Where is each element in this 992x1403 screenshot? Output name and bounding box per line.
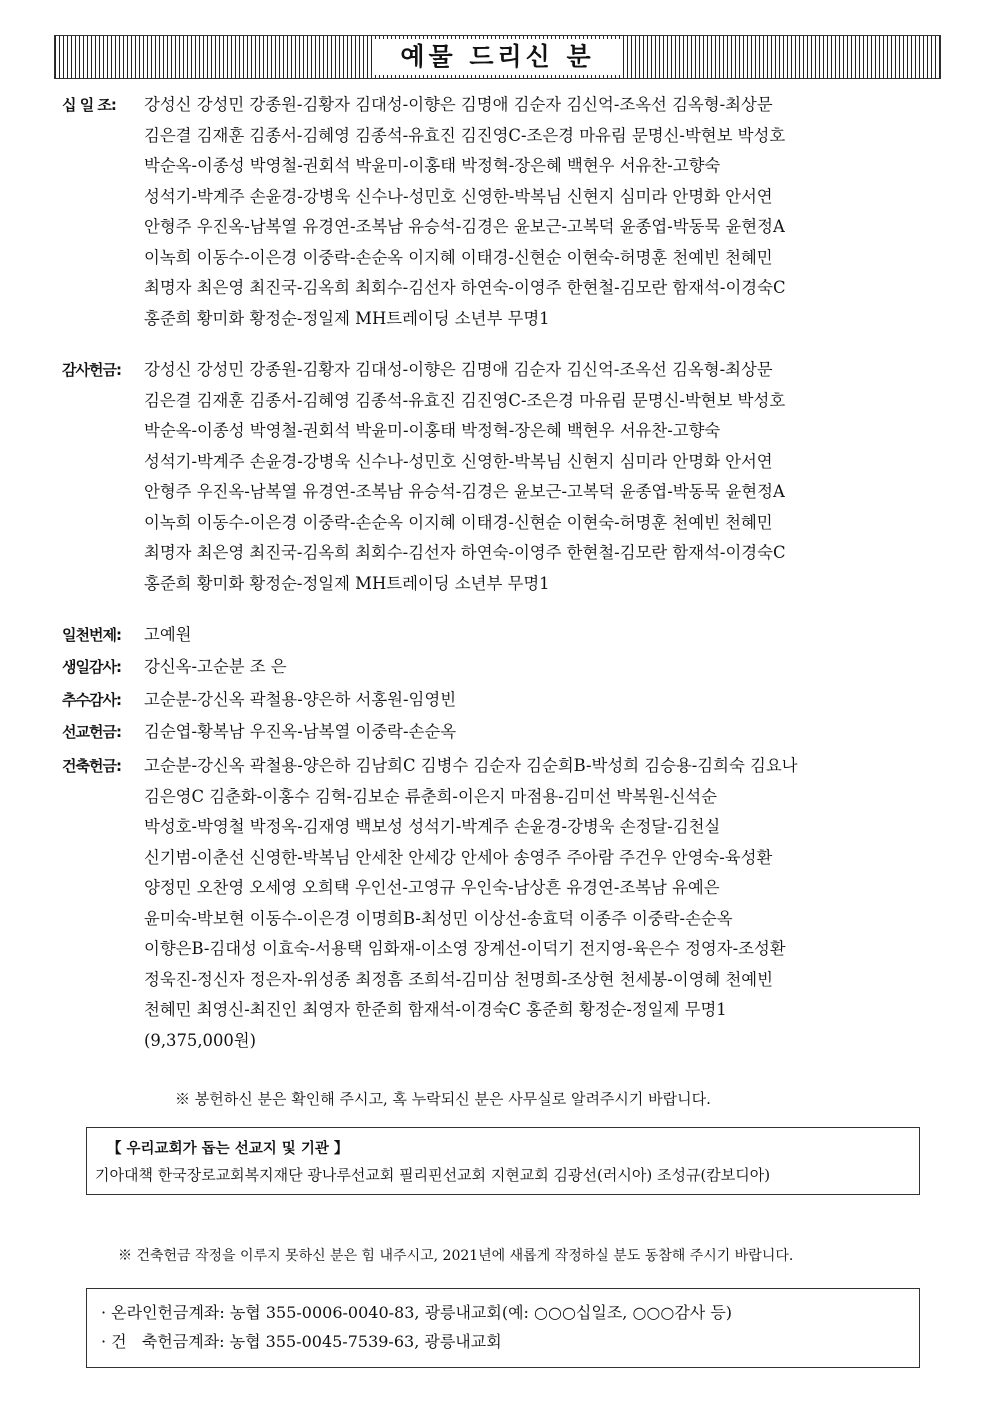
name-line: 천혜민 최영신-최진인 최영자 한준희 함재석-이경숙C 홍준희 황정순-정일제 무명1 — [144, 1000, 727, 1019]
name-line: 성석기-박계주 손윤경-강병욱 신수나-성민호 신영한-박복님 신현지 심미라 안명화 안서연 — [144, 451, 773, 471]
name-line: 홍준희 황미화 황정순-정일제 MH트레이딩 소년부 무명1 — [144, 308, 550, 328]
mission-heading: 【 우리교회가 돕는 선교지 및 기관 】 — [107, 1141, 349, 1157]
section-label: 건축헌금: — [62, 757, 121, 775]
name-list — [144, 751, 942, 1056]
name-line: 김은결 김재훈 김종서-김혜영 김종석-유효진 김진영C-조은경 마유림 문명신-박현보 박성호 — [144, 390, 786, 410]
section-label: 추수감사: — [62, 691, 121, 709]
confirm-notice: ※ 봉헌하신 분은 확인해 주시고, 혹 누락되신 분은 사무실로 알려주시기 바랍니다. — [175, 1090, 711, 1108]
name-line: 이향은B-김대성 이효숙-서용택 임화재-이소영 장계선-이덕기 전지영-육은수 정영자-조성환 — [144, 939, 786, 958]
section-label: 생일감사: — [62, 658, 121, 676]
name-line: 최명자 최은영 최진국-김옥희 최회수-김선자 하연숙-이영주 한현철-김모란 함재석-이경숙C — [144, 543, 786, 562]
name-line: 김은결 김재훈 김종서-김혜영 김종석-유효진 김진영C-조은경 마유림 문명신-박현보 박성호 — [144, 125, 786, 145]
name-line: 양정민 오찬영 오세영 오희택 우인선-고영규 우인숙-남상흔 유경연-조복남 유예은 — [144, 878, 720, 897]
online-account: · 온라인헌금계좌: 농협 355-0006-0040-83, 광릉내교회(예: ○○○십일조, ○○○감사 등) — [101, 1303, 733, 1322]
section-label: 십 일 조: — [62, 96, 116, 114]
name-line: 안형주 우진옥-남복열 유경연-조복남 유승석-김경은 윤보근-고복덕 윤종엽-박동묵 윤현정A — [144, 482, 785, 501]
section-label: 선교헌금: — [62, 723, 121, 741]
section-mission — [62, 717, 942, 748]
name-line: 안형주 우진옥-남복열 유경연-조복남 유승석-김경은 윤보근-고복덕 윤종엽-박동묵 윤현정A — [144, 217, 785, 236]
page-title: 예물 드리신 분 — [374, 39, 620, 75]
name-line: 성석기-박계주 손윤경-강병욱 신수나-성민호 신영한-박복님 신현지 심미라 안명화 안서연 — [144, 186, 773, 206]
mission-list: 기아대책 한국장로교회복지재단 광나루선교회 필리핀선교회 지현교회 김광선(러시아) 조성규(캄보디아) — [95, 1166, 771, 1184]
name-line: 이녹희 이동수-이은경 이중락-손순옥 이지혜 이태경-신현순 이현숙-허명훈 천예빈 천혜민 — [144, 512, 773, 532]
accounts-box — [86, 1288, 920, 1368]
name-line: 박순옥-이종성 박영철-권회석 박윤미-이홍태 박정혁-장은혜 백현우 서유찬-고향숙 — [144, 156, 721, 175]
name-line: 박성호-박영철 박정옥-김재영 백보성 성석기-박계주 손윤경-강병욱 손정달-김천실 — [144, 817, 721, 836]
name-line: 고순분-강신옥 곽철용-양은하 김남희C 김병수 김순자 김순희B-박성희 김승용-김희숙 김요나 — [144, 756, 798, 775]
section-thanksgiving — [62, 355, 942, 599]
name-line: 이녹희 이동수-이은경 이중락-손순옥 이지혜 이태경-신현순 이현숙-허명훈 천예빈 천혜민 — [144, 247, 773, 267]
name-line: 김은영C 김춘화-이홍수 김혁-김보순 류춘희-이은지 마점용-김미선 박복원-신석순 — [144, 786, 717, 806]
name-line: 고예원 — [144, 625, 192, 644]
section-building — [62, 751, 942, 1056]
name-line: 강성신 강성민 강종원-김황자 김대성-이향은 김명애 김순자 김신억-조옥선 김옥형-최상문 — [144, 95, 773, 114]
name-line: 김순엽-황복남 우진옥-남복열 이중락-손순옥 — [144, 722, 457, 741]
name-line: 강성신 강성민 강종원-김황자 김대성-이향은 김명애 김순자 김신억-조옥선 김옥형-최상문 — [144, 360, 773, 379]
total-amount: (9,375,000원) — [144, 1030, 257, 1050]
building-notice: ※ 건축헌금 작정을 이루지 못하신 분은 힘 내주시고, 2021년에 새롭게 작정하실 분도 동참해 주시기 바랍니다. — [118, 1248, 794, 1264]
section-thousand-offering — [62, 620, 942, 651]
section-harvest — [62, 685, 942, 716]
name-line: 최명자 최은영 최진국-김옥희 최회수-김선자 하연숙-이영주 한현철-김모란 함재석-이경숙C — [144, 278, 786, 297]
title-bar — [54, 35, 941, 79]
name-line: 윤미숙-박보현 이동수-이은경 이명희B-최성민 이상선-송효덕 이종주 이중락-손순옥 — [144, 908, 733, 928]
building-account: · 건 축헌금계좌: 농협 355-0045-7539-63, 광릉내교회 — [101, 1332, 502, 1351]
section-tithe — [62, 90, 942, 334]
mission-box — [86, 1127, 920, 1195]
name-line: 박순옥-이종성 박영철-권회석 박윤미-이홍태 박정혁-장은혜 백현우 서유찬-고향숙 — [144, 421, 721, 440]
section-label: 감사헌금: — [62, 361, 121, 379]
name-line: 신기범-이춘선 신영한-박복님 안세찬 안세강 안세아 송영주 주아람 주건우 안영숙-육성환 — [144, 847, 773, 867]
name-line: 홍준희 황미화 황정순-정일제 MH트레이딩 소년부 무명1 — [144, 573, 550, 593]
name-line: 강신옥-고순분 조 은 — [144, 657, 287, 676]
name-list — [144, 90, 942, 334]
name-list — [144, 355, 942, 599]
section-birthday — [62, 652, 942, 683]
name-line: 고순분-강신옥 곽철용-양은하 서홍원-임영빈 — [144, 690, 457, 709]
section-label: 일천번제: — [62, 626, 121, 644]
name-line: 정욱진-정신자 정은자-위성종 최정흠 조희석-김미삼 천명희-조상현 천세봉-이영혜 천예빈 — [144, 969, 773, 989]
